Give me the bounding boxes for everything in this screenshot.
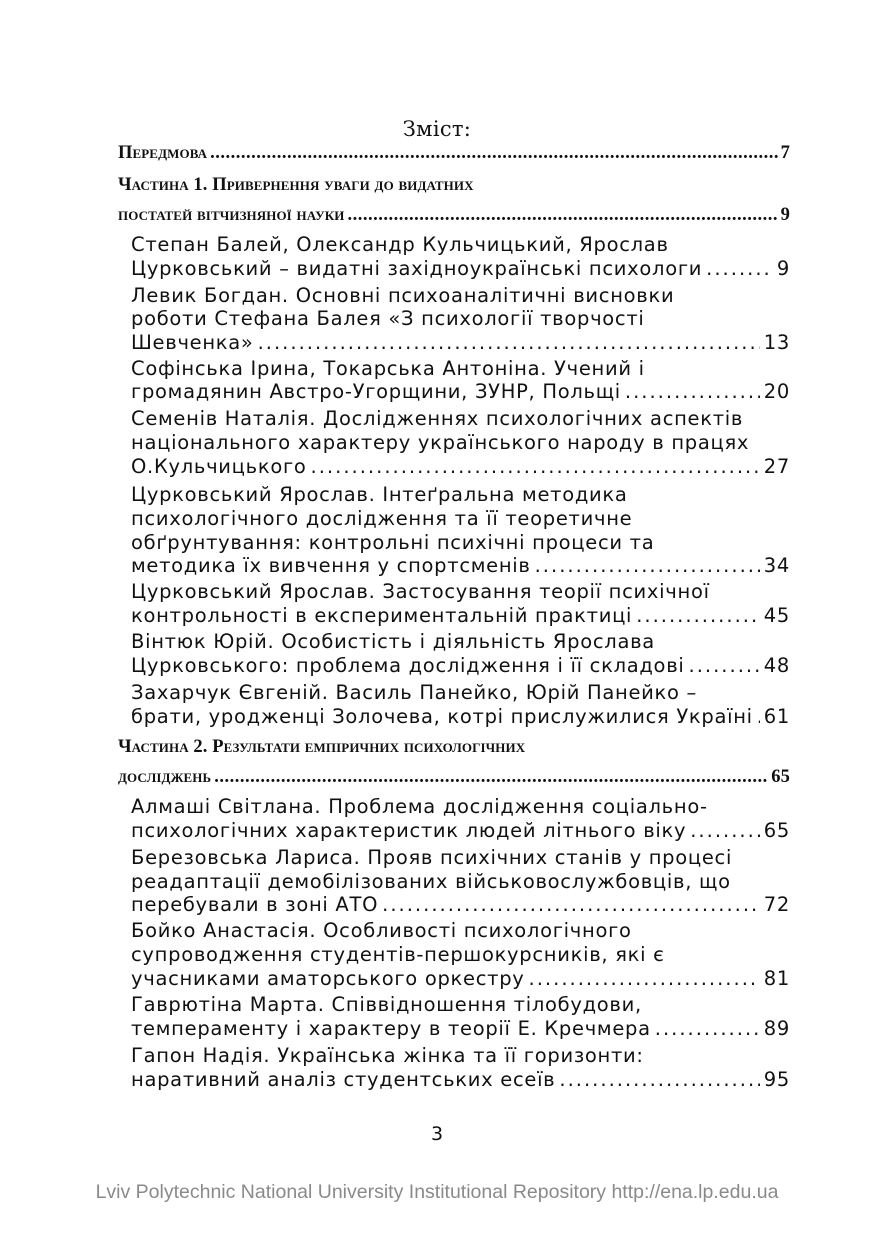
toc-page-number: 13 (763, 331, 790, 354)
toc-page-number: 65 (771, 767, 790, 787)
dot-leader (636, 604, 760, 627)
toc-entry-title: Цурковського: проблема дослідження і її складові (131, 654, 685, 677)
toc-entry-line (131, 870, 731, 893)
toc-entry-line (131, 507, 632, 530)
toc-entry-title: Бойко Анастасія. Особливості психологічного (131, 919, 632, 942)
toc-entry-line (131, 967, 790, 990)
toc-entry-title: Гаврютіна Марта. Співвідношення тілобудови, (131, 993, 642, 1016)
dot-leader (625, 380, 760, 403)
toc-entry-title: Гапон Надія. Українська жінка та її горизонти: (131, 1044, 644, 1067)
toc-entry-line (131, 331, 790, 354)
toc-entry-line (131, 943, 665, 966)
toc-entry-line (131, 1017, 790, 1040)
dot-leader (258, 331, 760, 354)
toc-part-line (118, 143, 790, 164)
toc-entry-line (131, 357, 645, 380)
toc-entry-title: Вінтюк Юрій. Особистість і діяльність Ярослава (131, 630, 655, 653)
toc-page-number: 34 (763, 554, 790, 577)
toc-entry-title: Цурковський – видатні західноукраїнські психологи (131, 257, 703, 280)
toc-entry-line (131, 654, 790, 677)
toc-entry-title: темпераменту і характеру в теорії Е. Кречмера (131, 1017, 651, 1040)
toc-entry-line (131, 307, 645, 330)
toc-entry-title: громадянин Австро-Угорщини, ЗУНР, Польщі (131, 380, 621, 403)
toc-page-number: 65 (763, 819, 790, 842)
toc-entry-title: національного характеру українського народу в працях (131, 431, 750, 454)
page-number: 3 (430, 1123, 444, 1145)
toc-entry-title: Захарчук Євгеній. Василь Панейко, Юрій Панейко – (131, 681, 697, 704)
toc-part-title: Частина 1. Привернення уваги до видатних (118, 175, 474, 195)
toc-entry-title: учасниками аматорського оркестру (131, 967, 525, 990)
dot-leader (347, 205, 777, 226)
toc-entry-line (131, 795, 708, 818)
toc-entry-line (131, 893, 790, 916)
toc-entry-title: психологічного дослідження та її теоретичне (131, 507, 633, 530)
toc-entry-line (131, 531, 654, 554)
toc-entry-line (131, 407, 743, 430)
toc-entry-title: роботи Стефана Балея «З психології творчості (131, 307, 645, 330)
dot-leader (689, 654, 760, 677)
toc-part-title: досліджень (118, 767, 212, 787)
toc-entry-title: Софінська Ірина, Токарська Антоніна. Учений і (131, 357, 645, 380)
toc-entry-line (131, 257, 790, 280)
toc-entry-title: контрольності в експериментальній практиці (131, 604, 633, 627)
toc-part-title: Передмова (118, 143, 208, 163)
toc-part-line (118, 175, 474, 196)
toc-entry-line (131, 455, 790, 478)
dot-leader (311, 455, 760, 478)
toc-page-number: 95 (763, 1068, 790, 1091)
toc-entry-title: Березовська Лариса. Прояв психічних станів у процесі (131, 846, 733, 869)
toc-entry-title: Алмаші Світлана. Проблема дослідження соціально- (131, 795, 708, 818)
toc-page-number: 27 (763, 455, 790, 478)
toc-page-number: 48 (763, 654, 790, 677)
toc-entry-line (131, 1044, 644, 1067)
toc-entry-title: реадаптації демобілізованих військовослужбовців, що (131, 870, 731, 893)
toc-entry-title: Левик Богдан. Основні психоаналітичні висновки (131, 284, 675, 307)
toc-entry-line (131, 284, 674, 307)
dot-leader (214, 767, 768, 788)
toc-page-number: 9 (780, 205, 790, 225)
dot-leader (655, 1017, 760, 1040)
toc-entry-title: Цурковський Ярослав. Застосування теорії психічної (131, 580, 710, 603)
toc-entry-title: Степан Балей, Олександр Кульчицький, Ярослав (131, 233, 669, 256)
toc-part-title: Частина 2. Результати емпіричних психологічних (118, 737, 526, 757)
toc-page-number: 20 (763, 380, 790, 403)
toc-page-number: 45 (763, 604, 790, 627)
toc-part-line (118, 767, 790, 788)
toc-entry-line (131, 919, 632, 942)
toc-page-number: 81 (763, 967, 790, 990)
toc-entry-line (131, 819, 790, 842)
toc-entry-title: методика їх вивчення у спортсменів (131, 554, 531, 577)
toc-entry-line (131, 483, 628, 506)
dot-leader (690, 819, 760, 842)
dot-leader (382, 893, 760, 916)
toc-entry-line (131, 993, 642, 1016)
toc-entry-title: наративний аналіз студентських есеїв (131, 1068, 556, 1091)
repository-footer: Lviv Polytechnic National University Institutional Repository http://ena.lp.edu.ua (95, 1181, 779, 1203)
toc-entry-line (131, 380, 790, 403)
toc-part-title: постатей вітчизняної науки (118, 205, 345, 225)
toc-entry-title: Цурковський Ярослав. Інтеґральна методика (131, 483, 628, 506)
page-title: Зміст: (402, 117, 472, 141)
toc-entry-line (131, 580, 710, 603)
toc-entry-line (131, 554, 790, 577)
toc-entry-line (131, 604, 790, 627)
toc-entry-title: перебували в зоні АТО (131, 893, 379, 916)
dot-leader (210, 143, 778, 164)
toc-entry-title: Шевченка» (131, 331, 254, 354)
toc-page-number: 72 (763, 893, 790, 916)
toc-entry-line (131, 431, 749, 454)
toc-entry-line (131, 1068, 790, 1091)
toc-page-number: 9 (776, 257, 790, 280)
toc-entry-title: психологічних характеристик людей літнього віку (131, 819, 687, 842)
toc-entry-title: брати, уродженці Золочева, котрі прислужилися Україні (131, 705, 753, 728)
toc-entry-line (131, 681, 697, 704)
toc-page-number: 7 (780, 143, 790, 163)
dot-leader (757, 705, 760, 728)
dot-leader (706, 257, 773, 280)
toc-entry-line (131, 630, 655, 653)
toc-entry-title: Семенів Наталія. Дослідженнях психологічних аспектів (131, 407, 744, 430)
dot-leader (529, 967, 760, 990)
toc-entry-title: обґрунтування: контрольні психічні процеси та (131, 531, 655, 554)
toc-part-line (118, 737, 525, 758)
toc-page-number: 89 (763, 1017, 790, 1040)
toc-entry-title: О.Кульчицького (131, 455, 307, 478)
dot-leader (559, 1068, 759, 1091)
toc-page-number: 61 (763, 705, 790, 728)
toc-entry-line (131, 705, 790, 728)
dot-leader (535, 554, 760, 577)
toc-entry-line (131, 846, 732, 869)
toc-entry-title: супроводження студентів-першокурсників, які є (131, 943, 665, 966)
toc-entry-line (131, 233, 669, 256)
toc-part-line (118, 205, 790, 226)
